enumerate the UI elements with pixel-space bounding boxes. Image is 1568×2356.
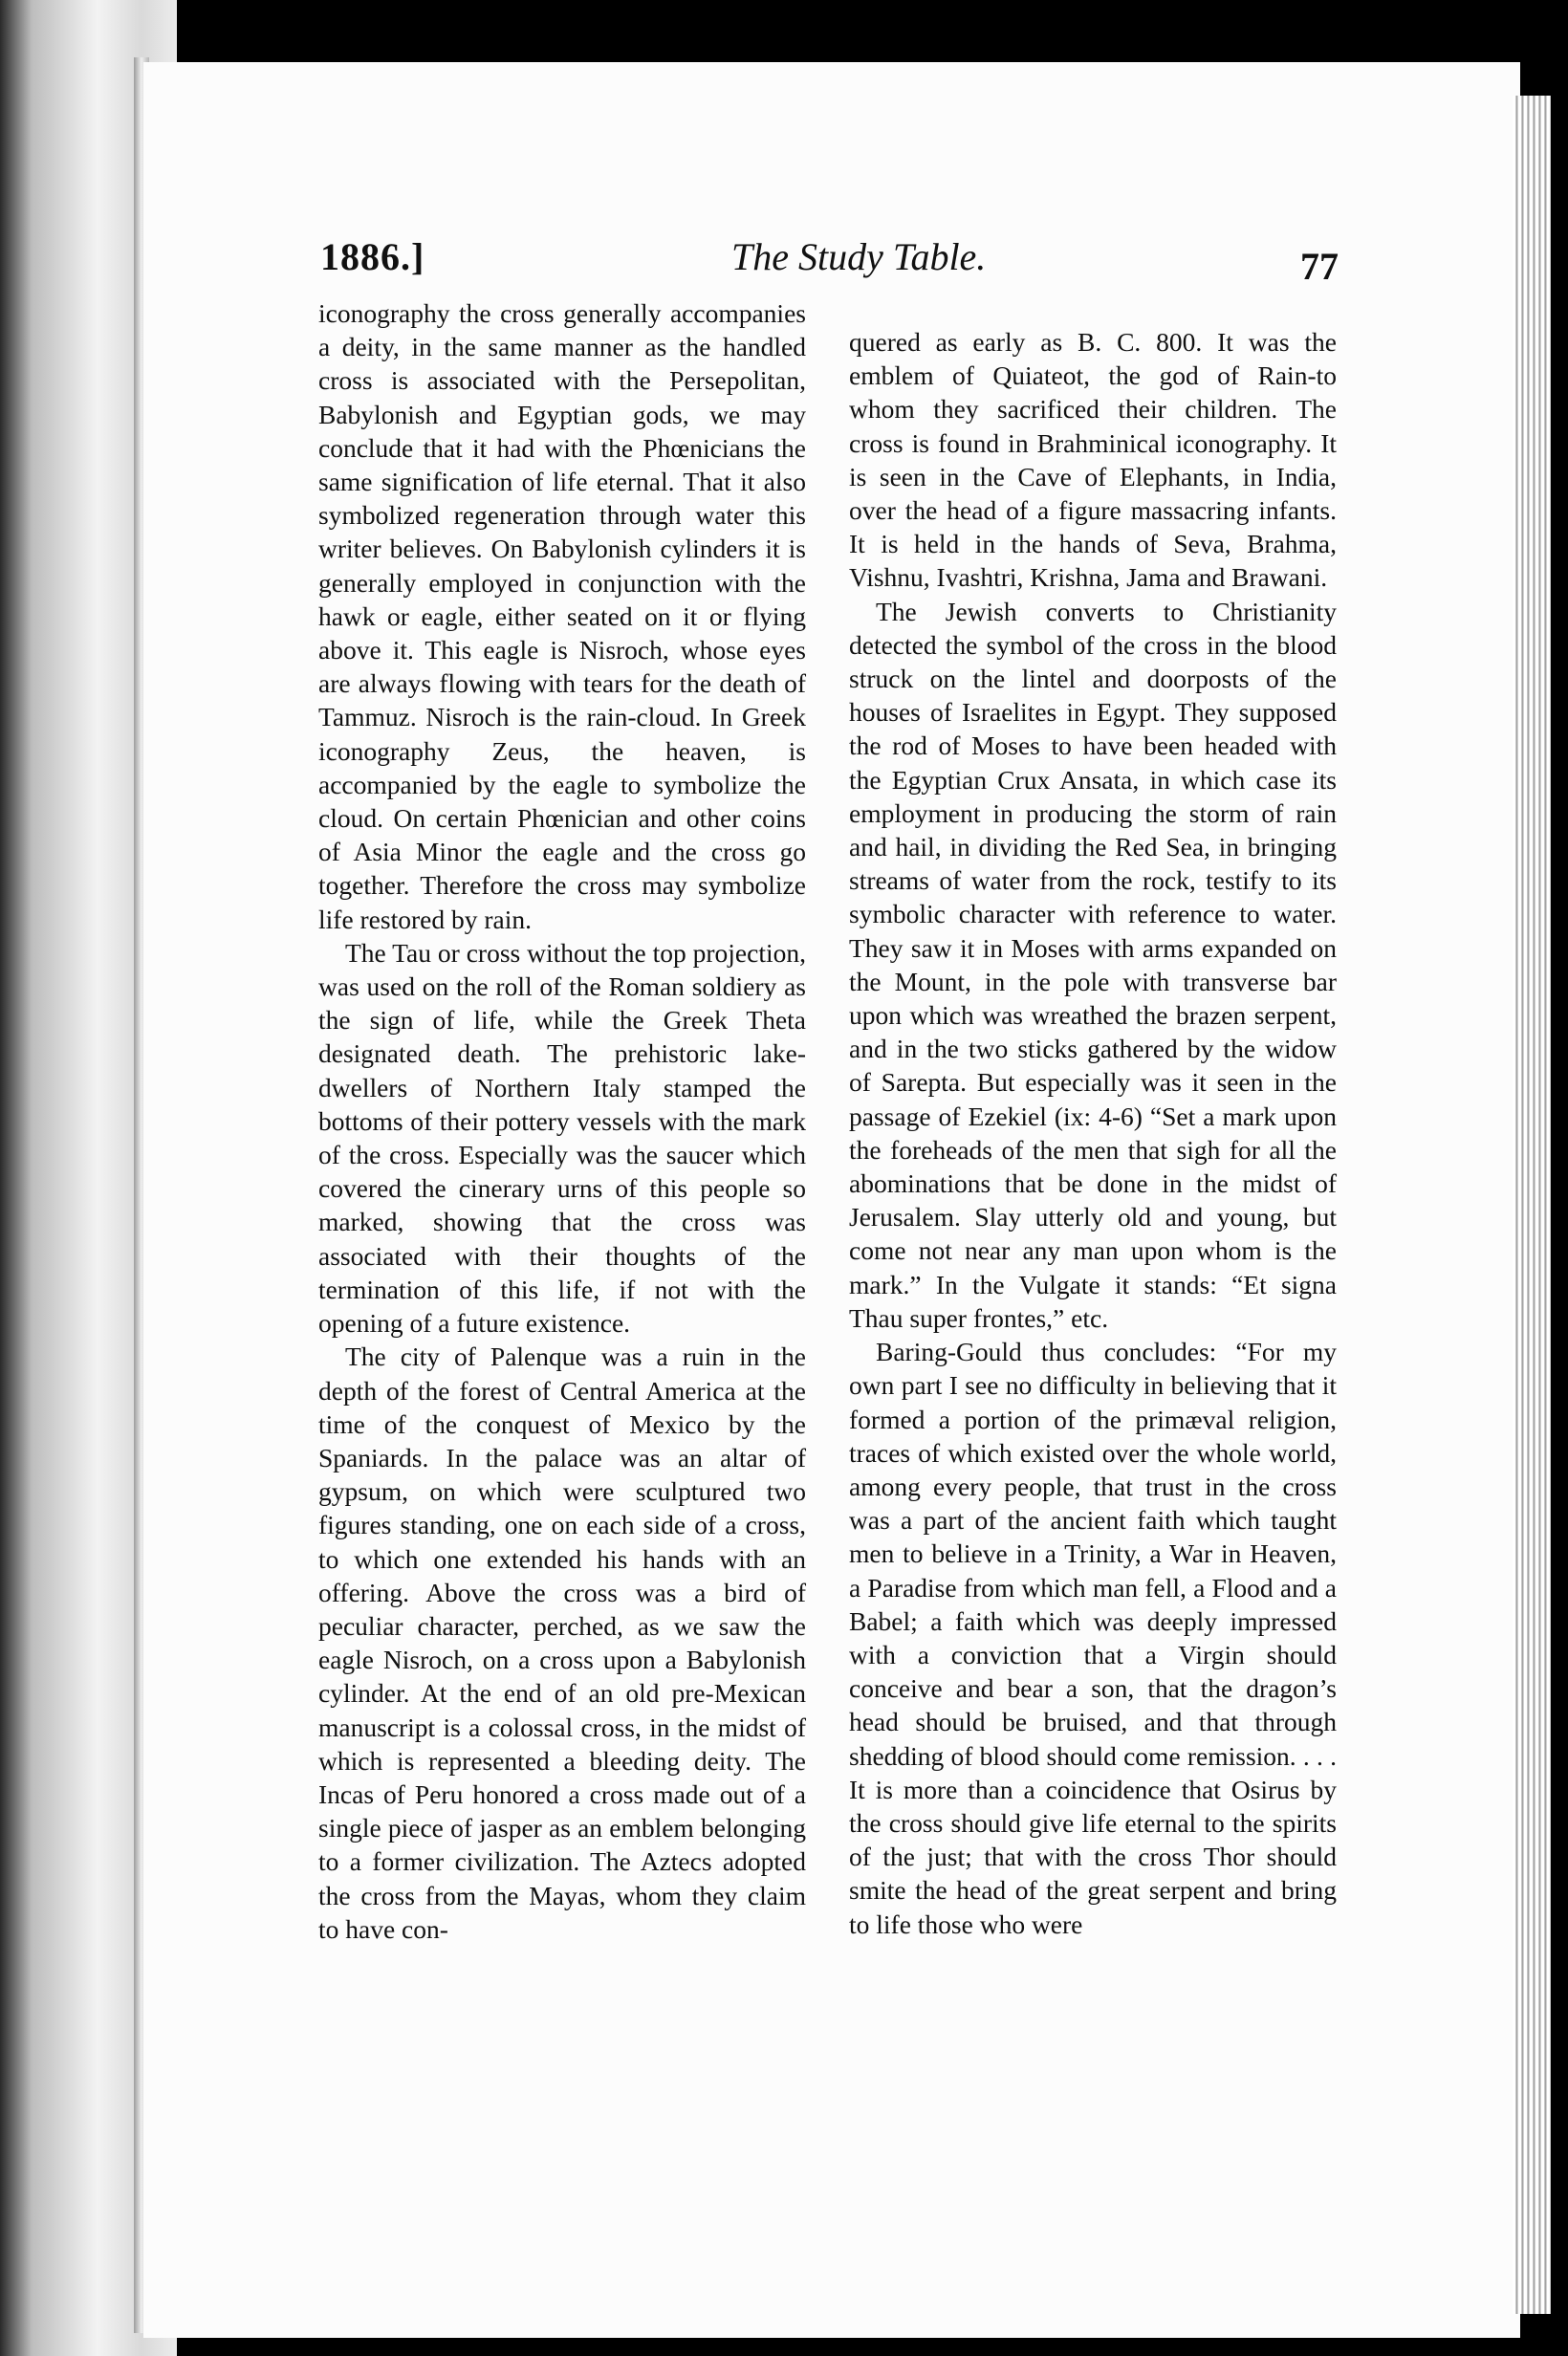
left-text-column [318, 296, 806, 2295]
paragraph: The Jewish converts to Christianity detected the symbol of the cross in the blood struck on the lintel and doorposts of the houses of Israelites in Egypt. They supposed the rod of Moses to have been headed with the Egyptian Crux Ansata, in which case its employment in producing the storm of rain and hail, in dividing the Red Sea, in bringing streams of water from the rock, testify to its symbolic character with reference to water. They saw it in Moses with arms expanded on the Mount, in the pole with transverse bar upon which was wreathed the brazen serpent, and in the two sticks gathered by the widow of Sarepta. But especially was it seen in the passage of Ezekiel (ix: 4-6) “Set a mark upon the foreheads of the men that sigh for all the abominations that be done in the midst of Jerusalem. Slay utterly old and young, but come not near any man upon whom is the mark.” In the Vulgate it stands: “Et signa Thau super frontes,” etc. [849, 596, 1337, 1333]
page-edges [1513, 96, 1551, 2314]
header-year: 1886.] [320, 235, 425, 278]
paragraph: quered as early as B. C. 800. It was the emblem of Quiateot, the god of Rain-to whom they sacrificed their children. The cross is found in Brahminical iconography. It is seen in the Cave of Elephants, in India, over the head of a figure massacring infants. It is held in the hands of Seva, Brahma, Vishnu, Ivashtri, Krishna, Jama and Brawani. [849, 327, 1337, 593]
right-text-column [849, 325, 1337, 2323]
page-number: 77 [1300, 245, 1339, 288]
running-header [320, 234, 1339, 292]
paragraph: iconography the cross generally accompanies a deity, in the same manner as the handled cross is associated with the Persepolitan, Babylonish and Egyptian gods, we may conclude that it had with the Phœnicians the same signification of life eternal. That it also symbolized regeneration through water this writer believes. On Babylonish cylinders it is generally employed in conjunction with the hawk or eagle, either seated on it or flying above it. This eagle is Nisroch, whose eyes are always flowing with tears for the death of Tammuz. Nisroch is the rain-cloud. In Greek iconography Zeus, the heaven, is accompanied by the eagle to symbolize the cloud. On certain Phœnician and other coins of Asia Minor the eagle and the cross go together. Therefore the cross may symbolize life restored by rain. [318, 298, 806, 934]
paragraph: Baring-Gould thus concludes: “For my own part I see no difficulty in believing that it formed a portion of the primæval religion, traces of which existed over the whole world, among every people, that trust in the cross was a part of the ancient faith which taught men to believe in a Trinity, a War in Heaven, a Paradise from which man fell, a Flood and a Babel; a faith which was deeply impressed with a conviction that a Virgin should conceive and bear a son, that the dragon’s head should be bruised, and that through shedding of blood should come remission. . . . It is more than a coincidence that Osirus by the cross should give life eternal to the spirits of the just; that with the cross Thor should smite the head of the great serpent and bring to life those who were [849, 1337, 1337, 1939]
header-title: The Study Table. [731, 235, 987, 278]
paragraph: The Tau or cross without the top projection, was used on the roll of the Roman soldiery as the sign of life, while the Greek Theta designated death. The prehistoric lake-dwellers of Northern Italy stamped the bottoms of their pottery vessels with the mark of the cross. Especially was the saucer which covered the cinerary urns of this people so marked, showing that the cross was associated with their thoughts of the termination of this life, if not with the opening of a future existence. [318, 937, 806, 1339]
paragraph: The city of Palenque was a ruin in the depth of the forest of Central America at the time of the conquest of Mexico by the Spaniards. In the palace was an altar of gypsum, on which were sculptured two figures standing, one on each side of a cross, to which one extended his hands with an offering. Above the cross was a bird of peculiar character, perched, as we saw the eagle Nisroch, on a cross upon a Babylonish cylinder. At the end of an old pre-Mexican manuscript is a colossal cross, in the midst of which is represented a bleeding deity. The Incas of Peru honored a cross made out of a single piece of jasper as an emblem belonging to a former civilization. The Aztecs adopted the cross from the Mayas, whom they claim to have con- [318, 1342, 806, 1944]
